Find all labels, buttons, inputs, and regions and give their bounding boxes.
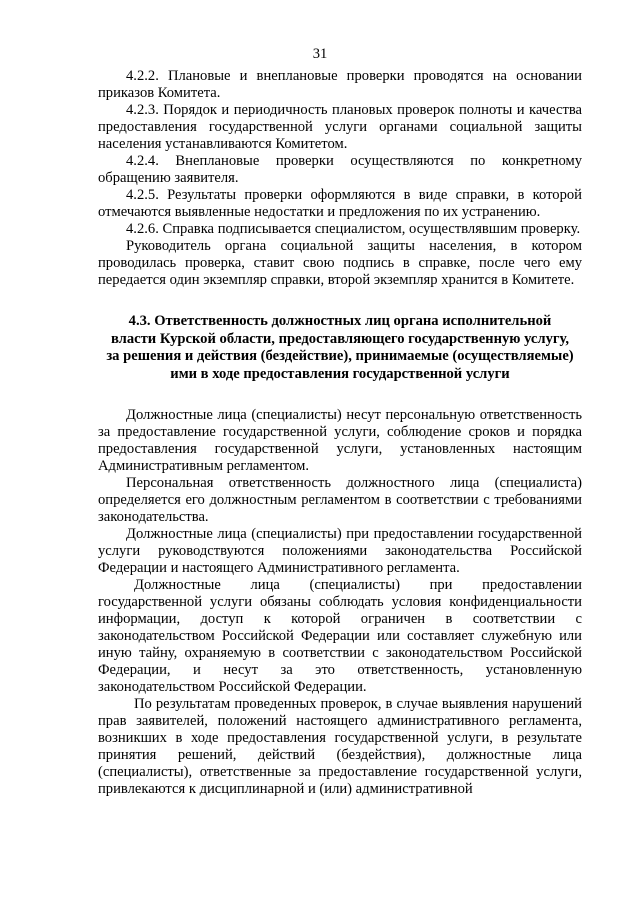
page-number: 31 xyxy=(312,46,328,62)
heading-line: ими в ходе предоставления государственной услуги xyxy=(170,365,510,382)
document-body xyxy=(98,68,582,798)
heading-line: 4.3. Ответственность должностных лиц органа исполнительной xyxy=(128,313,552,329)
heading-line: власти Курской области, предоставляющего государственную услугу, xyxy=(110,330,570,347)
paragraph-head-signature: Руководитель органа социальной защиты населения, в котором проводилась проверка, ставит свою подпись в справке, после чего ему передается один экземпляр справки, второй экземпляр хранится в Комитете. xyxy=(98,238,582,288)
section-heading-4-3 xyxy=(98,313,582,383)
paragraph-4-2-3: 4.2.3. Порядок и периодичность плановых проверок полноты и качества предоставления государственной услуги органами социальной защиты населения устанавливаются Комитетом. xyxy=(98,102,582,152)
paragraph-4-2-2: 4.2.2. Плановые и внеплановые проверки проводятся на основании приказов Комитета. xyxy=(98,68,582,101)
paragraph-4-2-4: 4.2.4. Внеплановые проверки осуществляются по конкретному обращению заявителя. xyxy=(98,153,582,186)
paragraph-confidentiality: Должностные лица (специалисты) при предоставлении государственной услуги обязаны соблюдать условия конфиденциальности информации, доступ к которой ограничен в соответствии с законодательством Российской Федерации или составляет служебную или иную тайну, охраняемую в соответствии с законодательством Российской Федерации, и несут за это ответственность, установленную законодательством Российской Федерации. xyxy=(98,577,582,695)
paragraph-legislation: Должностные лица (специалисты) при предоставлении государственной услуги руководствуются положениями законодательства Российской Федерации и настоящего Административного регламента. xyxy=(98,526,582,576)
paragraph-4-2-6: 4.2.6. Справка подписывается специалистом, осуществлявшим проверку. xyxy=(126,221,581,237)
paragraph-job-regulation: Персональная ответственность должностного лица (специалиста) определяется его должностным регламентом в соответствии с требованиями законодательства. xyxy=(98,475,582,525)
heading-line: за решения и действия (бездействие), принимаемые (осуществляемые) xyxy=(106,348,574,364)
paragraph-4-2-5: 4.2.5. Результаты проверки оформляются в виде справки, в которой отмечаются выявленные недостатки и предложения по их устранению. xyxy=(98,187,582,220)
paragraph-violations: По результатам проведенных проверок, в случае выявления нарушений прав заявителей, положений настоящего административного регламента, возникших в ходе предоставления государственной услуги, в результате принятия решений, действий (бездействия), должностные лица (специалисты), ответственные за предоставление государственной услуги, привлекаются к дисциплинарной и (или) административной xyxy=(98,696,582,797)
paragraph-personal-responsibility: Должностные лица (специалисты) несут персональную ответственность за предоставление государственной услуги, соблюдение сроков и порядка предоставления государственной услуги, установленных настоящим Административным регламентом. xyxy=(98,407,582,474)
